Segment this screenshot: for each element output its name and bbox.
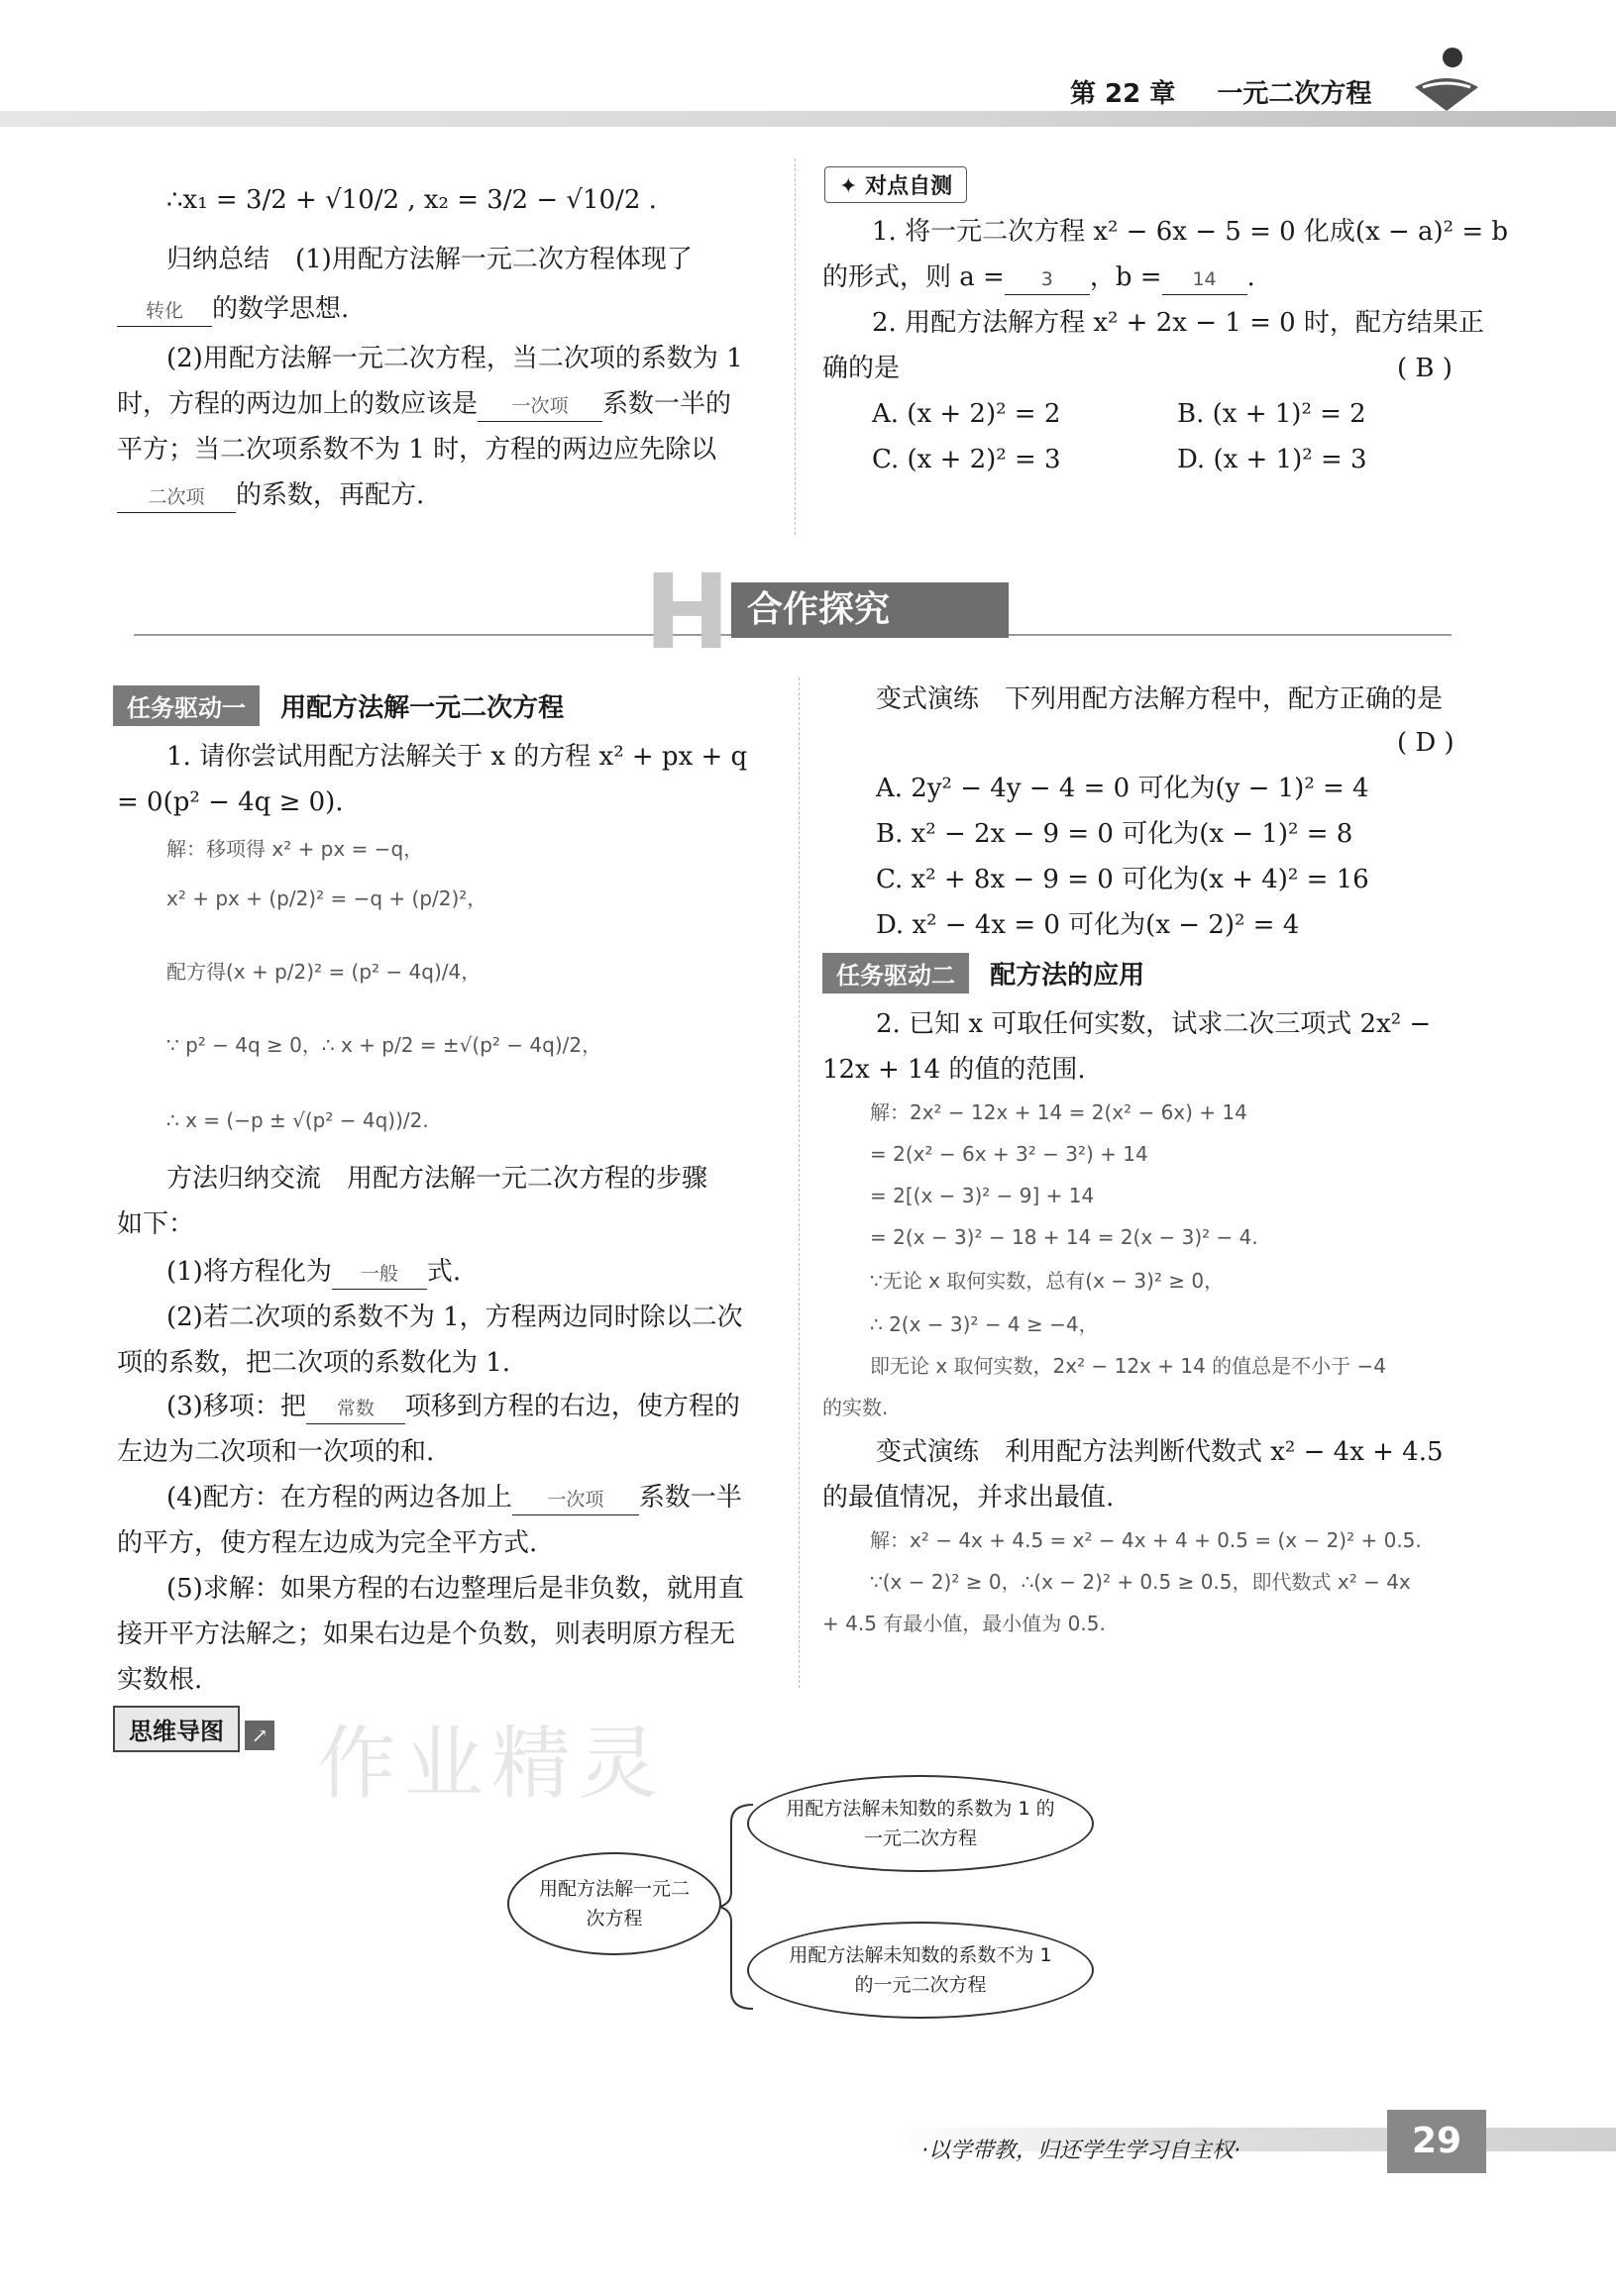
- step-5-l3: 实数根.: [117, 1665, 203, 1695]
- answer-blank: 二次项: [117, 482, 236, 513]
- answer-blank: 一般: [332, 1259, 427, 1290]
- summary-2-l2: [117, 382, 731, 426]
- answer-blank: 转化: [117, 296, 212, 327]
- text: (4)配方：在方程的两边各加上: [166, 1483, 512, 1513]
- column-divider-top: [795, 158, 796, 535]
- step-3-l2: 左边为二次项和一次项的和.: [117, 1437, 435, 1467]
- section-title: 合作探究: [731, 582, 1009, 638]
- answer-blank: 一次项: [478, 391, 602, 422]
- task1-sol-3: 配方得(x + p/2)² = (p² − 4q)/4，: [166, 960, 482, 984]
- text: 项移到方程的右边，使方程的: [404, 1392, 740, 1421]
- mindmap-root-label: 用配方法解一元二次方程: [539, 1878, 691, 1930]
- variant1-option-b: B. x² − 2x − 9 = 0 可化为(x − 1)² = 8: [876, 819, 1353, 849]
- task1-header: [113, 685, 564, 726]
- summary-2-l4: [117, 473, 424, 517]
- summary-2-l3: 平方；当二次项系数不为 1 时，方程的两边应先除以: [117, 435, 717, 465]
- mindmap-root: [507, 1852, 721, 1955]
- step-2-l1: (2)若二次项的系数不为 1，方程两边同时除以二次: [166, 1303, 743, 1332]
- task1-sol-5: ∴ x = (−p ± √(p² − 4q))/2.: [166, 1108, 429, 1132]
- text: .: [1246, 262, 1255, 292]
- chapter-number: 第 22 章: [1070, 79, 1176, 109]
- option-c: C. (x + 2)² = 3: [872, 445, 1061, 474]
- mindmap-branch-1: [747, 1775, 1094, 1872]
- task2-sol-6: ∴ 2(x − 3)² − 4 ≥ −4，: [870, 1312, 1099, 1336]
- self-test-q2-l1: 2. 用配方法解方程 x² + 2x − 1 = 0 时，配方结果正: [872, 308, 1484, 338]
- step-2-l2: 项的系数，把二次项的系数化为 1.: [117, 1348, 511, 1378]
- mindmap-label: 思维导图: [113, 1706, 240, 1752]
- star-icon: ✦: [839, 174, 866, 199]
- variant2-sol-2: ∵(x − 2)² ≥ 0，∴(x − 2)² + 0.5 ≥ 0.5，即代数式 x² − 4x: [870, 1570, 1411, 1594]
- column-divider-bottom: [799, 678, 800, 1688]
- variant1-option-a: A. 2y² − 4y − 4 = 0 可化为(y − 1)² = 4: [876, 774, 1369, 803]
- mindmap-branch-2: [747, 1922, 1094, 2019]
- text: ，b =: [1089, 262, 1162, 292]
- self-test-label: 对点自测: [865, 174, 953, 199]
- variant2-l1: 变式演练 利用配方法判断代数式 x² − 4x + 4.5: [876, 1437, 1444, 1467]
- text: 时，方程的两边加上的数应该是: [117, 389, 479, 419]
- option-b: B. (x + 1)² = 2: [1177, 399, 1366, 429]
- mindmap-branch-2-label: 用配方法解未知数的系数不为 1 的一元二次方程: [789, 1944, 1052, 1996]
- mindmap-tag: [113, 1706, 274, 1752]
- task2-sol-7: 即无论 x 取何实数，2x² − 12x + 14 的值总是不小于 −4: [870, 1354, 1387, 1378]
- watermark: 作业精灵: [317, 1718, 666, 1810]
- option-a: A. (x + 2)² = 2: [872, 399, 1061, 429]
- root-result: ∴x₁ = 3/2 + √10/2 , x₂ = 3/2 − √10/2 .: [166, 185, 657, 215]
- task1-q-l2: = 0(p² − 4q ≥ 0).: [117, 787, 344, 817]
- summary-2-l1: (2)用配方法解一元二次方程，当二次项的系数为 1: [166, 344, 743, 373]
- task1-sol-1: 解：移项得 x² + px = −q，: [166, 837, 424, 861]
- task2-title: 配方法的应用: [990, 961, 1145, 991]
- option-d: D. (x + 1)² = 3: [1177, 445, 1367, 474]
- task2-q-l2: 12x + 14 的值的范围.: [822, 1055, 1086, 1085]
- task1-q-l1: 1. 请你尝试用配方法解关于 x 的方程 x² + px + q: [166, 742, 748, 772]
- task1-sol-2: x² + px + (p/2)² = −q + (p/2)²，: [166, 887, 487, 910]
- task2-tag: 任务驱动二: [822, 953, 969, 993]
- variant1-option-d: D. x² − 4x = 0 可化为(x − 2)² = 4: [876, 910, 1300, 940]
- task2-q-l1: 2. 已知 x 可取任何实数，试求二次三项式 2x² −: [876, 1009, 1432, 1039]
- text: (3)移项：把: [166, 1392, 306, 1421]
- text: 式.: [426, 1257, 462, 1287]
- task2-header: [822, 953, 1144, 993]
- self-test-q1-l2: [822, 256, 1255, 299]
- task2-sol-2: = 2(x² − 6x + 3² − 3²) + 14: [870, 1142, 1148, 1166]
- page-number: 29: [1387, 2110, 1486, 2173]
- book-logo-icon: [1407, 40, 1486, 119]
- task1-sol-4: ∵ p² − 4q ≥ 0，∴ x + p/2 = ±√(p² − 4q)/2，: [166, 1033, 602, 1057]
- step-5-l1: (5)求解：如果方程的右边整理后是非负数，就用直: [166, 1574, 744, 1604]
- step-4-l2: 的平方，使方程左边成为完全平方式.: [117, 1528, 538, 1558]
- variant2-sol-3: + 4.5 有最小值，最小值为 0.5.: [822, 1612, 1106, 1635]
- answer-blank: 14: [1162, 264, 1247, 295]
- answer-blank: 3: [1005, 264, 1090, 295]
- task2-sol-1: 解：2x² − 12x + 14 = 2(x² − 6x) + 14: [870, 1100, 1247, 1124]
- self-test-q2-answer: ( B ): [1397, 354, 1453, 383]
- variant2-l2: 的最值情况，并求出最值.: [822, 1483, 1115, 1513]
- task1-title: 用配方法解一元二次方程: [280, 693, 565, 723]
- variant1-answer: ( D ): [1397, 728, 1454, 758]
- text: 系数一半: [638, 1483, 742, 1513]
- section-letter: H: [644, 552, 731, 673]
- self-test-tag: [824, 166, 967, 203]
- method-l2: 如下：: [117, 1209, 195, 1239]
- text: 的形式，则 a =: [822, 262, 1005, 292]
- task2-sol-5: ∵无论 x 取何实数，总有(x − 3)² ≥ 0，: [870, 1269, 1225, 1293]
- step-4: [166, 1476, 742, 1519]
- task1-tag: 任务驱动一: [113, 685, 260, 726]
- self-test-q2-l2: 确的是: [822, 354, 901, 383]
- arrow-icon: ↗: [245, 1721, 274, 1750]
- step-5-l2: 接开平方法解之；如果右边是个负数，则表明原方程无: [117, 1619, 736, 1649]
- footer-slogan: ·以学带教，归还学生学习自主权·: [921, 2139, 1240, 2163]
- variant1-l1: 变式演练 下列用配方法解方程中，配方正确的是: [876, 684, 1444, 714]
- step-1: [166, 1250, 461, 1294]
- summary-1: 归纳总结 (1)用配方法解一元二次方程体现了: [166, 245, 693, 274]
- text: (1)将方程化为: [166, 1257, 332, 1287]
- text: 系数一半的: [602, 389, 732, 419]
- answer-blank: 一次项: [512, 1485, 639, 1515]
- text: 的系数，再配方.: [236, 480, 425, 510]
- chapter-header: [1070, 73, 1371, 110]
- chapter-title: 一元二次方程: [1217, 79, 1372, 109]
- header-bar: [0, 111, 1616, 127]
- task2-sol-4: = 2(x − 3)² − 18 + 14 = 2(x − 3)² − 4.: [870, 1225, 1258, 1249]
- mindmap-branch-1-label: 用配方法解未知数的系数为 1 的一元二次方程: [786, 1798, 1055, 1849]
- task2-sol-3: = 2[(x − 3)² − 9] + 14: [870, 1184, 1095, 1207]
- text: 的数学思想.: [212, 294, 350, 324]
- answer-blank: 常数: [306, 1394, 405, 1424]
- mindmap-bracket: [715, 1803, 755, 2011]
- variant1-option-c: C. x² + 8x − 9 = 0 可化为(x + 4)² = 16: [876, 865, 1369, 894]
- method-l1: 方法归纳交流 用配方法解一元二次方程的步骤: [166, 1164, 708, 1194]
- variant2-sol-1: 解：x² − 4x + 4.5 = x² − 4x + 4 + 0.5 = (x − 2)² + 0.5.: [870, 1528, 1422, 1552]
- task2-sol-8: 的实数.: [822, 1396, 889, 1419]
- step-3: [166, 1385, 740, 1428]
- summary-1-line2: [117, 287, 349, 331]
- self-test-q1-l1: 1. 将一元二次方程 x² − 6x − 5 = 0 化成(x − a)² = b: [872, 217, 1509, 247]
